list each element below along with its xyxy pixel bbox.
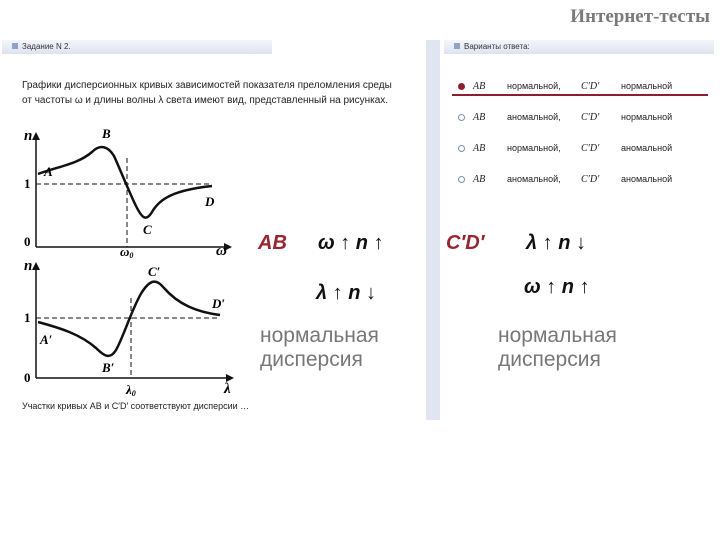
task-bullet-icon [12,43,18,49]
answer-option-4[interactable]: AB аномальной, C′D′ аномальной [458,174,672,185]
graph2-point-d: D′ [212,296,226,311]
graph2-origin: 0 [24,370,31,385]
overlay-cd-label: C′D′ [446,232,485,254]
graph1-point-b: B [102,126,111,141]
answers-panel-edge [426,40,440,420]
graph2-x-label: λ [224,381,231,397]
graph1-point-c: C [143,222,152,237]
graph2-y-label: n [24,258,33,274]
graph-n-lambda [0,258,245,398]
radio-icon[interactable] [458,176,465,183]
graph-n-omega [0,124,245,259]
overlay-ab-relation-1: ω ↑ n ↑ [318,232,384,254]
task-header-bar [2,40,272,54]
selected-answer-underline [452,94,708,96]
overlay-cd-relation-1: λ ↑ n ↓ [526,232,587,254]
answers-header-bar [444,40,714,54]
graph2-one: 1 [24,310,31,325]
answer-option-2[interactable]: AB аномальной, C′D′ нормальной [458,112,672,123]
radio-icon[interactable] [458,145,465,152]
graph2-point-a: A′ [40,332,53,347]
question-footer: Участки кривых AB и C′D′ соответствуют дисперсии … [22,401,250,411]
graph1-point-a: A [44,164,53,179]
graph2-tick-label: λ0 [126,382,136,398]
graph1-origin: 0 [24,234,31,249]
answers-bullet-icon [454,43,460,49]
graph1-y-label: n [24,128,33,144]
answer-option-1[interactable]: AB нормальной, C′D′ нормальной [458,81,672,92]
answers-header-label: Варианты ответа: [464,42,530,51]
task-header-label: Задание N 2. [22,42,71,51]
answer-option-3[interactable]: AB нормальной, C′D′ аномальной [458,143,672,154]
graph1-point-d: D [205,194,215,209]
graph1-one: 1 [24,176,31,191]
page-title: Интернет-тесты [570,6,710,27]
graph2-point-b: B′ [102,360,115,375]
overlay-left-conclusion: нормальная дисперсия [260,324,379,371]
overlay-right-conclusion: нормальная дисперсия [498,324,617,371]
graph1-tick-label: ω0 [120,244,134,259]
radio-icon[interactable] [458,114,465,121]
overlay-cd-relation-2: ω ↑ n ↑ [524,276,590,298]
overlay-ab-relation-2: λ ↑ n ↓ [316,282,377,304]
graph2-point-c: C′ [148,264,161,279]
graph1-x-label: ω [216,243,227,259]
question-text: Графики дисперсионных кривых зависимостей показателя преломления среды от частоты ω и длины волны λ света имеют вид, представленный на рисунках. [22,80,392,106]
radio-selected-icon[interactable] [458,83,465,90]
overlay-ab-label: AB [258,232,287,254]
